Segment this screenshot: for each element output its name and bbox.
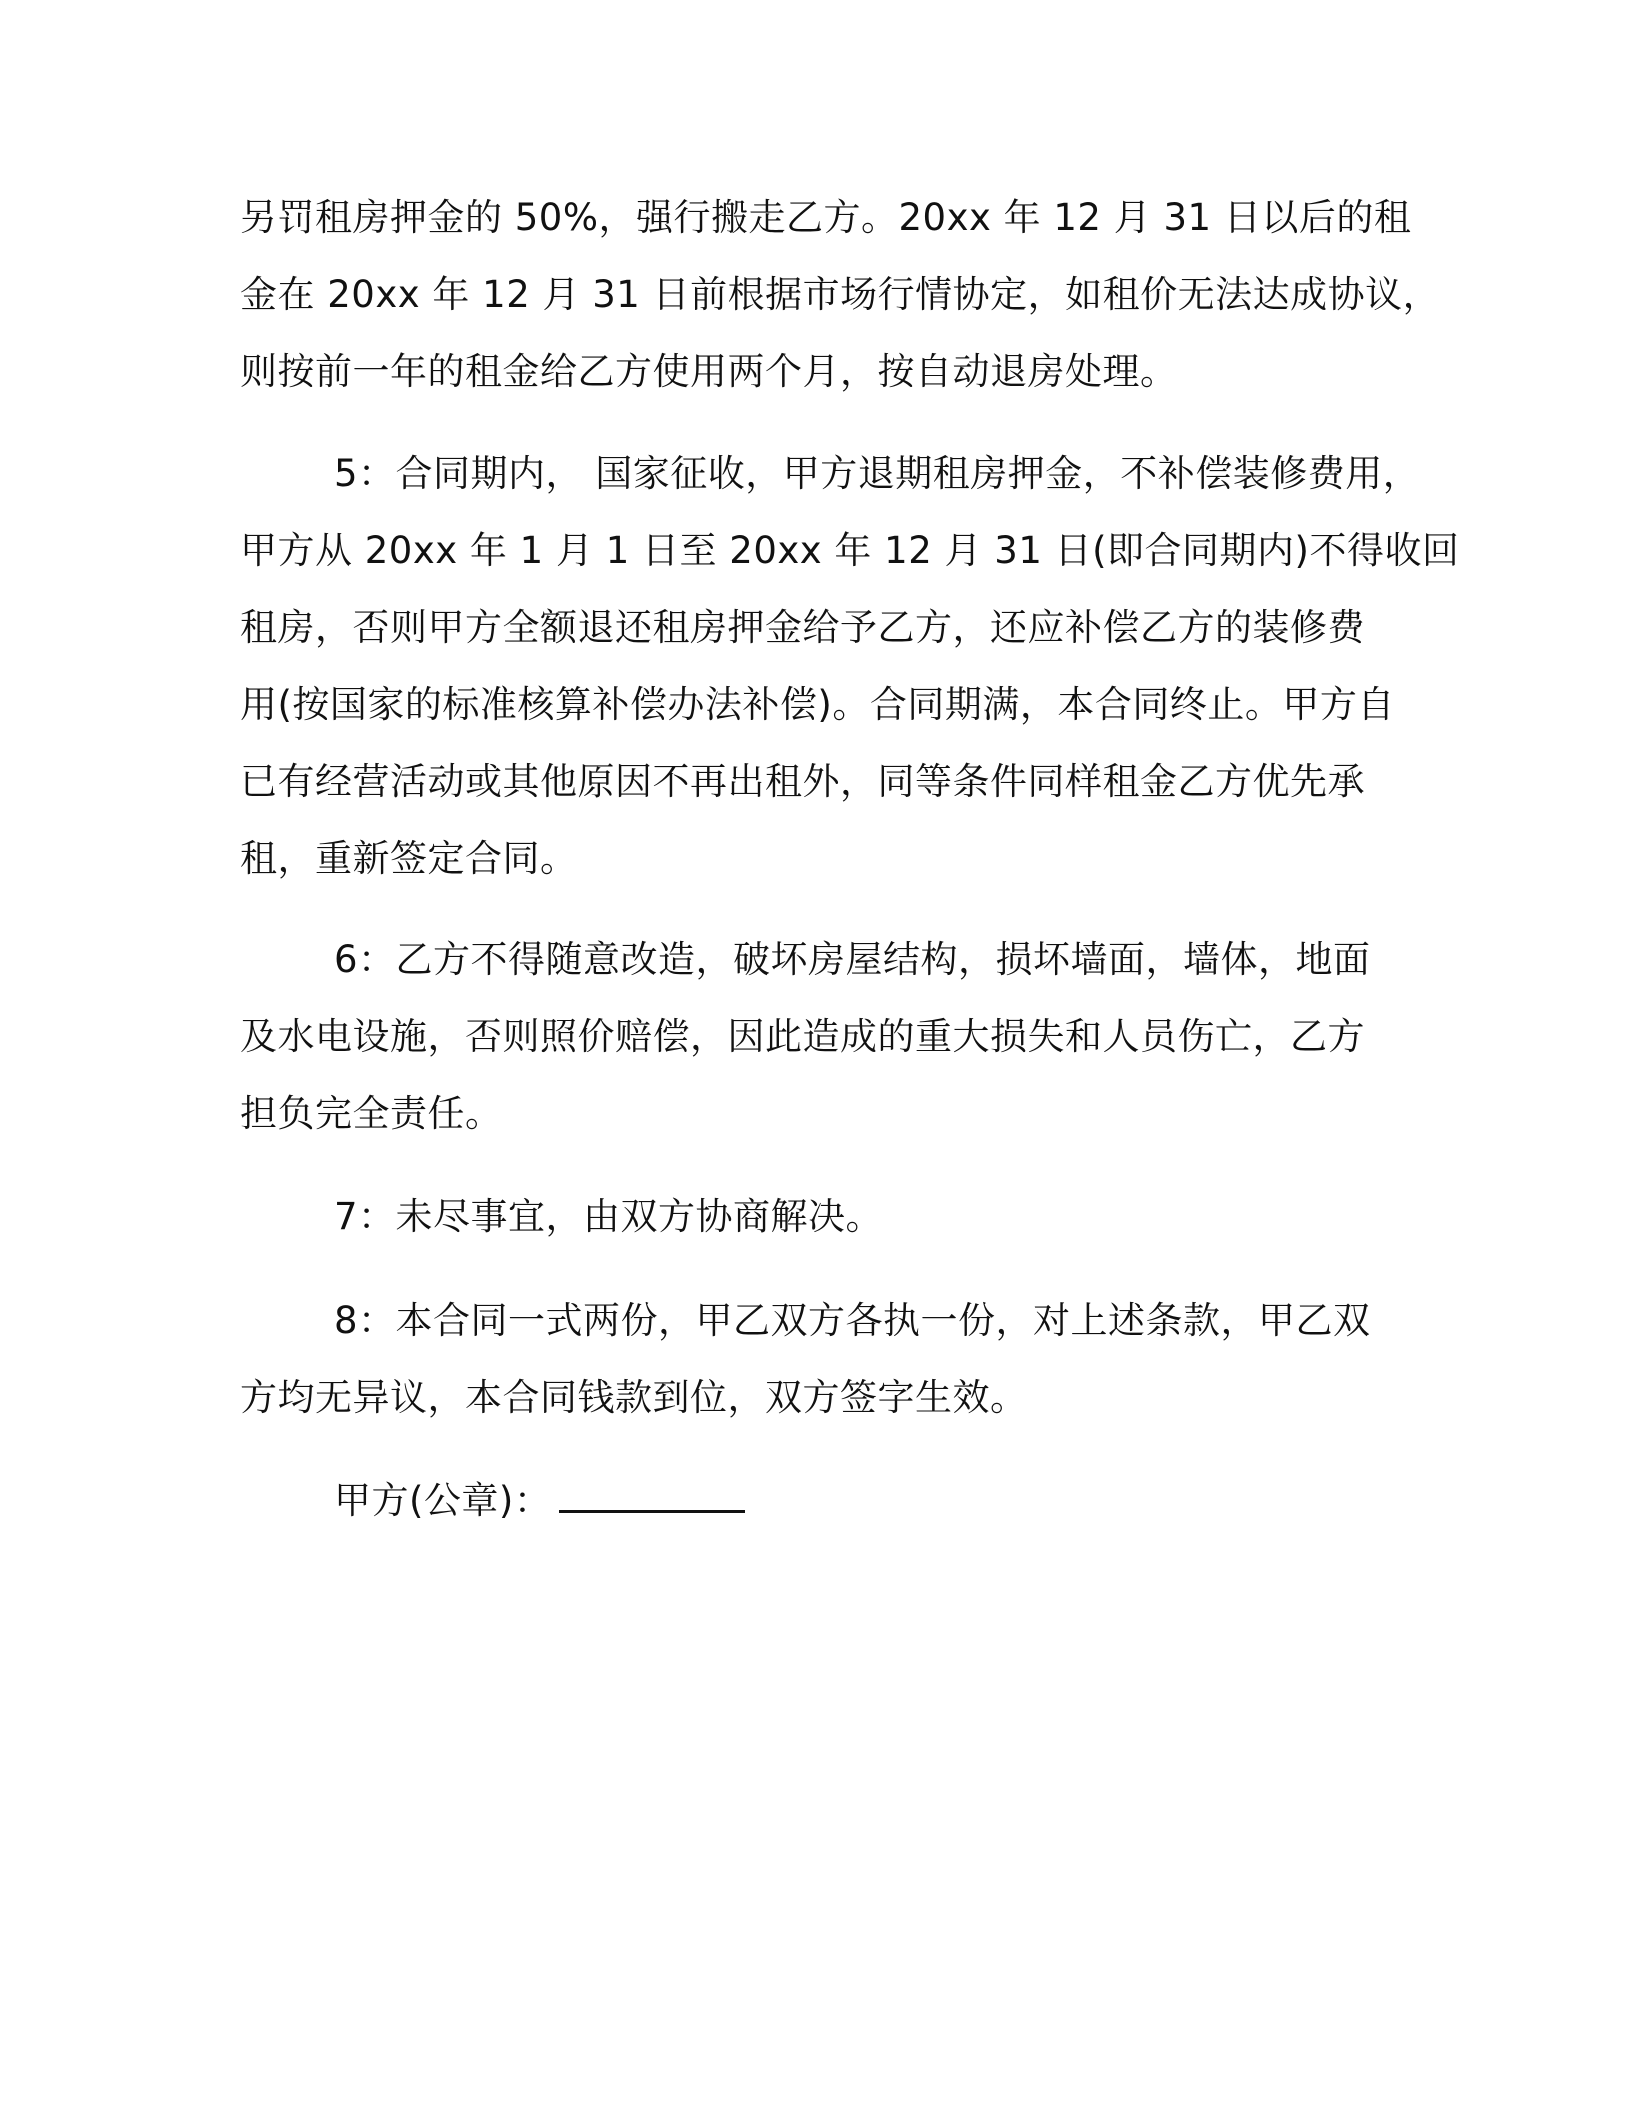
signature-blank[interactable] xyxy=(559,1478,745,1513)
paragraph-line: 用(按国家的标准核算补偿办法补偿)。合同期满，本合同终止。甲方自 xyxy=(240,683,1395,726)
paragraph-line: 甲方从 20xx 年 1 月 1 日至 20xx 年 12 月 31 日(即合同期内)不得收回 xyxy=(240,529,1460,572)
paragraph-line: 已有经营活动或其他原因不再出租外，同等条件同样租金乙方优先承 xyxy=(240,760,1365,803)
paragraph-line: 7：未尽事宜，由双方协商解决。 xyxy=(334,1195,884,1238)
paragraph-line: 6：乙方不得随意改造，破坏房屋结构，损坏墙面，墙体，地面 xyxy=(334,938,1371,981)
paragraph-line: 8：本合同一式两份，甲乙双方各执一份，对上述条款，甲乙双 xyxy=(334,1299,1371,1342)
paragraph-line: 租，重新签定合同。 xyxy=(240,837,578,880)
signature-line xyxy=(334,1478,745,1523)
paragraph-line: 担负完全责任。 xyxy=(240,1092,503,1135)
paragraph-line: 5：合同期内， 国家征收，甲方退期租房押金，不补偿装修费用， xyxy=(334,452,1421,495)
paragraph-line: 金在 20xx 年 12 月 31 日前根据市场行情协定，如租价无法达成协议， xyxy=(240,273,1441,316)
paragraph-line: 方均无异议，本合同钱款到位，双方签字生效。 xyxy=(240,1376,1028,1419)
paragraph-line: 则按前一年的租金给乙方使用两个月，按自动退房处理。 xyxy=(240,350,1178,393)
paragraph-line: 另罚租房押金的 50%，强行搬走乙方。20xx 年 12 月 31 日以后的租 xyxy=(240,196,1412,239)
paragraph-line: 及水电设施，否则照价赔偿，因此造成的重大损失和人员伤亡，乙方 xyxy=(240,1015,1365,1058)
signature-label: 甲方(公章)： xyxy=(334,1479,552,1522)
paragraph-line: 租房，否则甲方全额退还租房押金给予乙方，还应补偿乙方的装修费 xyxy=(240,606,1365,649)
